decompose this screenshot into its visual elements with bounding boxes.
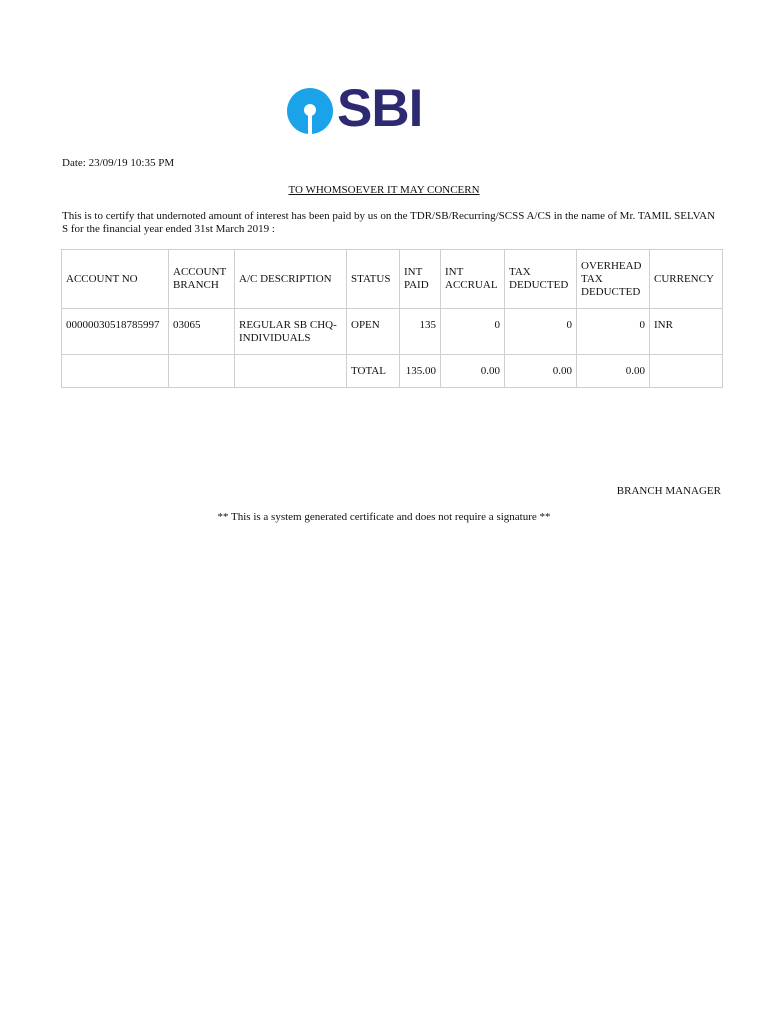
brand-name: SBI — [337, 79, 423, 138]
total-int-paid: 135.00 — [400, 355, 441, 388]
total-overhead-tax-deducted: 0.00 — [577, 355, 650, 388]
header-tax-deducted: TAX DEDUCTED — [505, 250, 577, 309]
total-tax-deducted: 0.00 — [505, 355, 577, 388]
header-account-branch: ACCOUNT BRANCH — [169, 250, 235, 309]
total-int-accrual: 0.00 — [441, 355, 505, 388]
cell-empty — [62, 355, 169, 388]
cell-status: OPEN — [347, 309, 400, 355]
sbi-keyhole-icon — [287, 88, 333, 134]
certificate-heading: TO WHOMSOEVER IT MAY CONCERN — [288, 184, 480, 196]
cell-account-branch: 03065 — [169, 309, 235, 355]
footer-note: ** This is a system generated certificate and does not require a signature ** — [217, 511, 551, 523]
sbi-logo — [287, 79, 427, 139]
certificate-date: Date: 23/09/19 10:35 PM — [62, 157, 175, 169]
header-overhead-tax-deducted: OVERHEAD TAX DEDUCTED — [577, 250, 650, 309]
cell-tax-deducted: 0 — [505, 309, 577, 355]
cell-overhead-tax-deducted: 0 — [577, 309, 650, 355]
cell-empty — [650, 355, 723, 388]
header-status: STATUS — [347, 250, 400, 309]
header-ac-description: A/C DESCRIPTION — [235, 250, 347, 309]
cell-empty — [169, 355, 235, 388]
table-header-row — [62, 250, 723, 309]
table-total-row — [62, 355, 723, 388]
header-currency: CURRENCY — [650, 250, 723, 309]
cell-empty — [235, 355, 347, 388]
cell-int-paid: 135 — [400, 309, 441, 355]
total-label: TOTAL — [347, 355, 400, 388]
header-int-accrual: INT ACCRUAL — [441, 250, 505, 309]
certificate-body: This is to certify that undernoted amount of interest has been paid by us on the TDR/SB/Recurring/SCSS A/CS in the name of Mr. TAMIL SELVAN S for the financial year ended 31st March 2019 : — [62, 210, 716, 235]
header-account-no: ACCOUNT NO — [62, 250, 169, 309]
cell-account-no: 00000030518785997 — [62, 309, 169, 355]
header-int-paid: INT PAID — [400, 250, 441, 309]
cell-int-accrual: 0 — [441, 309, 505, 355]
signatory-title: BRANCH MANAGER — [616, 485, 721, 497]
table-row — [62, 309, 723, 355]
cell-ac-description: REGULAR SB CHQ-INDIVIDUALS — [235, 309, 347, 355]
cell-currency: INR — [650, 309, 723, 355]
interest-table — [61, 249, 723, 388]
